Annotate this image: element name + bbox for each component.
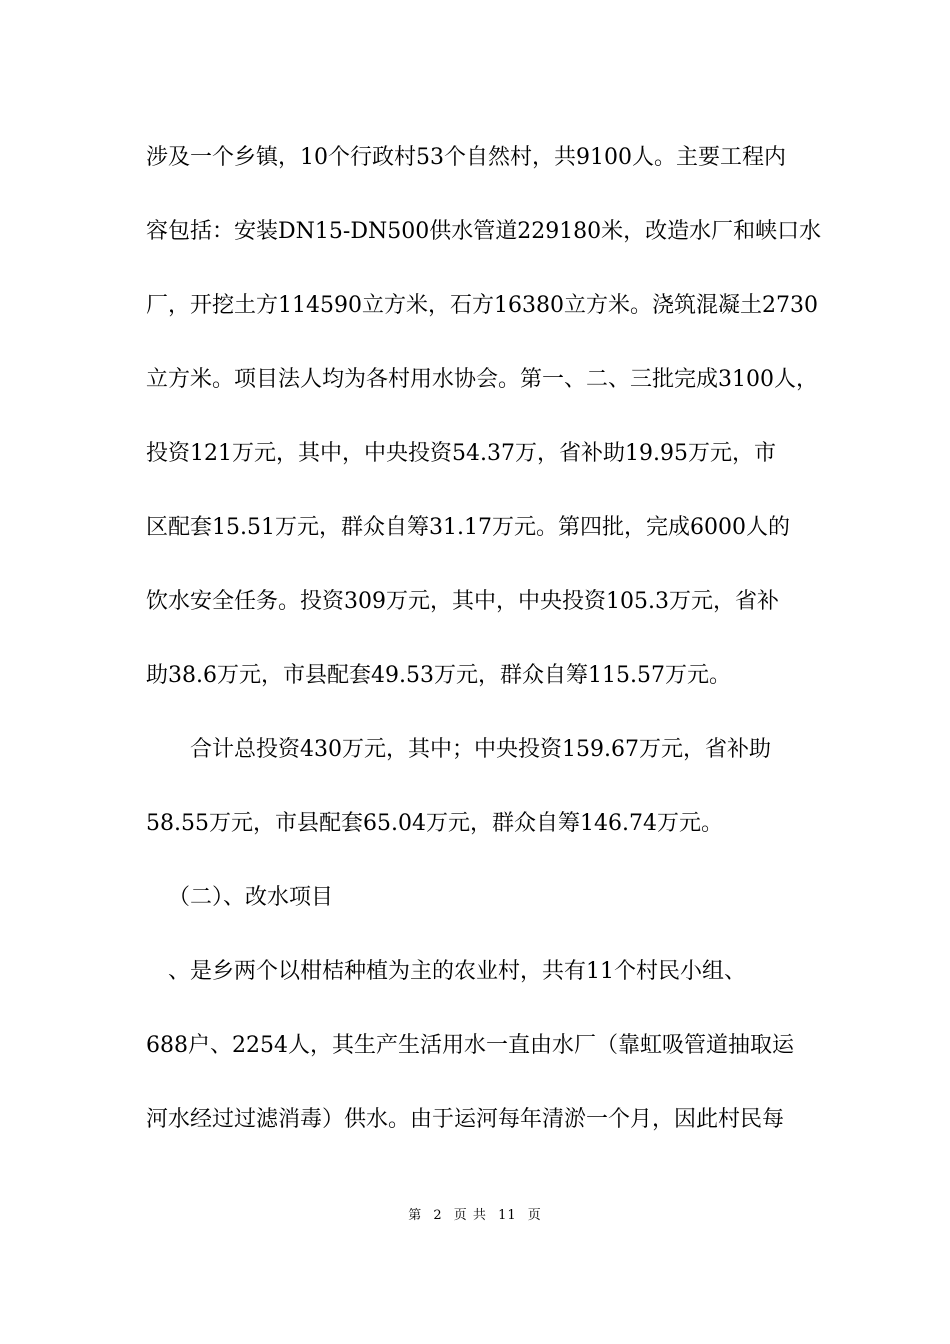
footer-current-page: 2 <box>433 1208 443 1223</box>
text-line-5: 投资121万元，其中，中央投资54.37万，省补助19.95万元，市 <box>146 441 776 466</box>
text-line-4: 立方米。项目法人均为各村用水协会。第一、二、三批完成3100人， <box>146 367 818 392</box>
footer-middle: 页 共 <box>453 1208 487 1223</box>
text-line-8: 助38.6万元，市县配套49.53万元，群众自筹115.57万元。 <box>146 663 731 688</box>
text-line-10: 58.55万元，市县配套65.04万元，群众自筹146.74万元。 <box>146 811 723 836</box>
footer-total-pages: 11 <box>498 1208 517 1223</box>
page-footer <box>0 1206 950 1226</box>
text-line-7: 饮水安全任务。投资309万元，其中，中央投资105.3万元，省补 <box>146 589 779 614</box>
text-line-14: 河水经过过滤消毒）供水。由于运河每年清淤一个月，因此村民每 <box>146 1107 785 1132</box>
footer-suffix: 页 <box>527 1208 542 1223</box>
section-heading: （二）、改水项目 <box>168 885 334 910</box>
text-line-13: 688户、2254人，其生产生活用水一直由水厂（靠虹吸管道抽取运 <box>146 1033 794 1058</box>
text-line-1: 涉及一个乡镇，10个行政村53个自然村，共9100人。主要工程内 <box>146 145 786 170</box>
footer-prefix: 第 <box>408 1208 423 1223</box>
text-line-6: 区配套15.51万元，群众自筹31.17万元。第四批，完成6000人的 <box>146 515 790 540</box>
text-line-9: 合计总投资430万元，其中；中央投资159.67万元，省补助 <box>190 737 771 762</box>
body-text <box>146 132 822 1168</box>
text-line-2: 容包括：安装DN15-DN500供水管道229180米，改造水厂和峡口水 <box>146 219 822 244</box>
text-line-3: 厂，开挖土方114590立方米，石方16380立方米。浇筑混凝土2730 <box>146 293 818 318</box>
text-line-12: 、是乡两个以柑桔种植为主的农业村，共有11个村民小组、 <box>168 959 746 984</box>
